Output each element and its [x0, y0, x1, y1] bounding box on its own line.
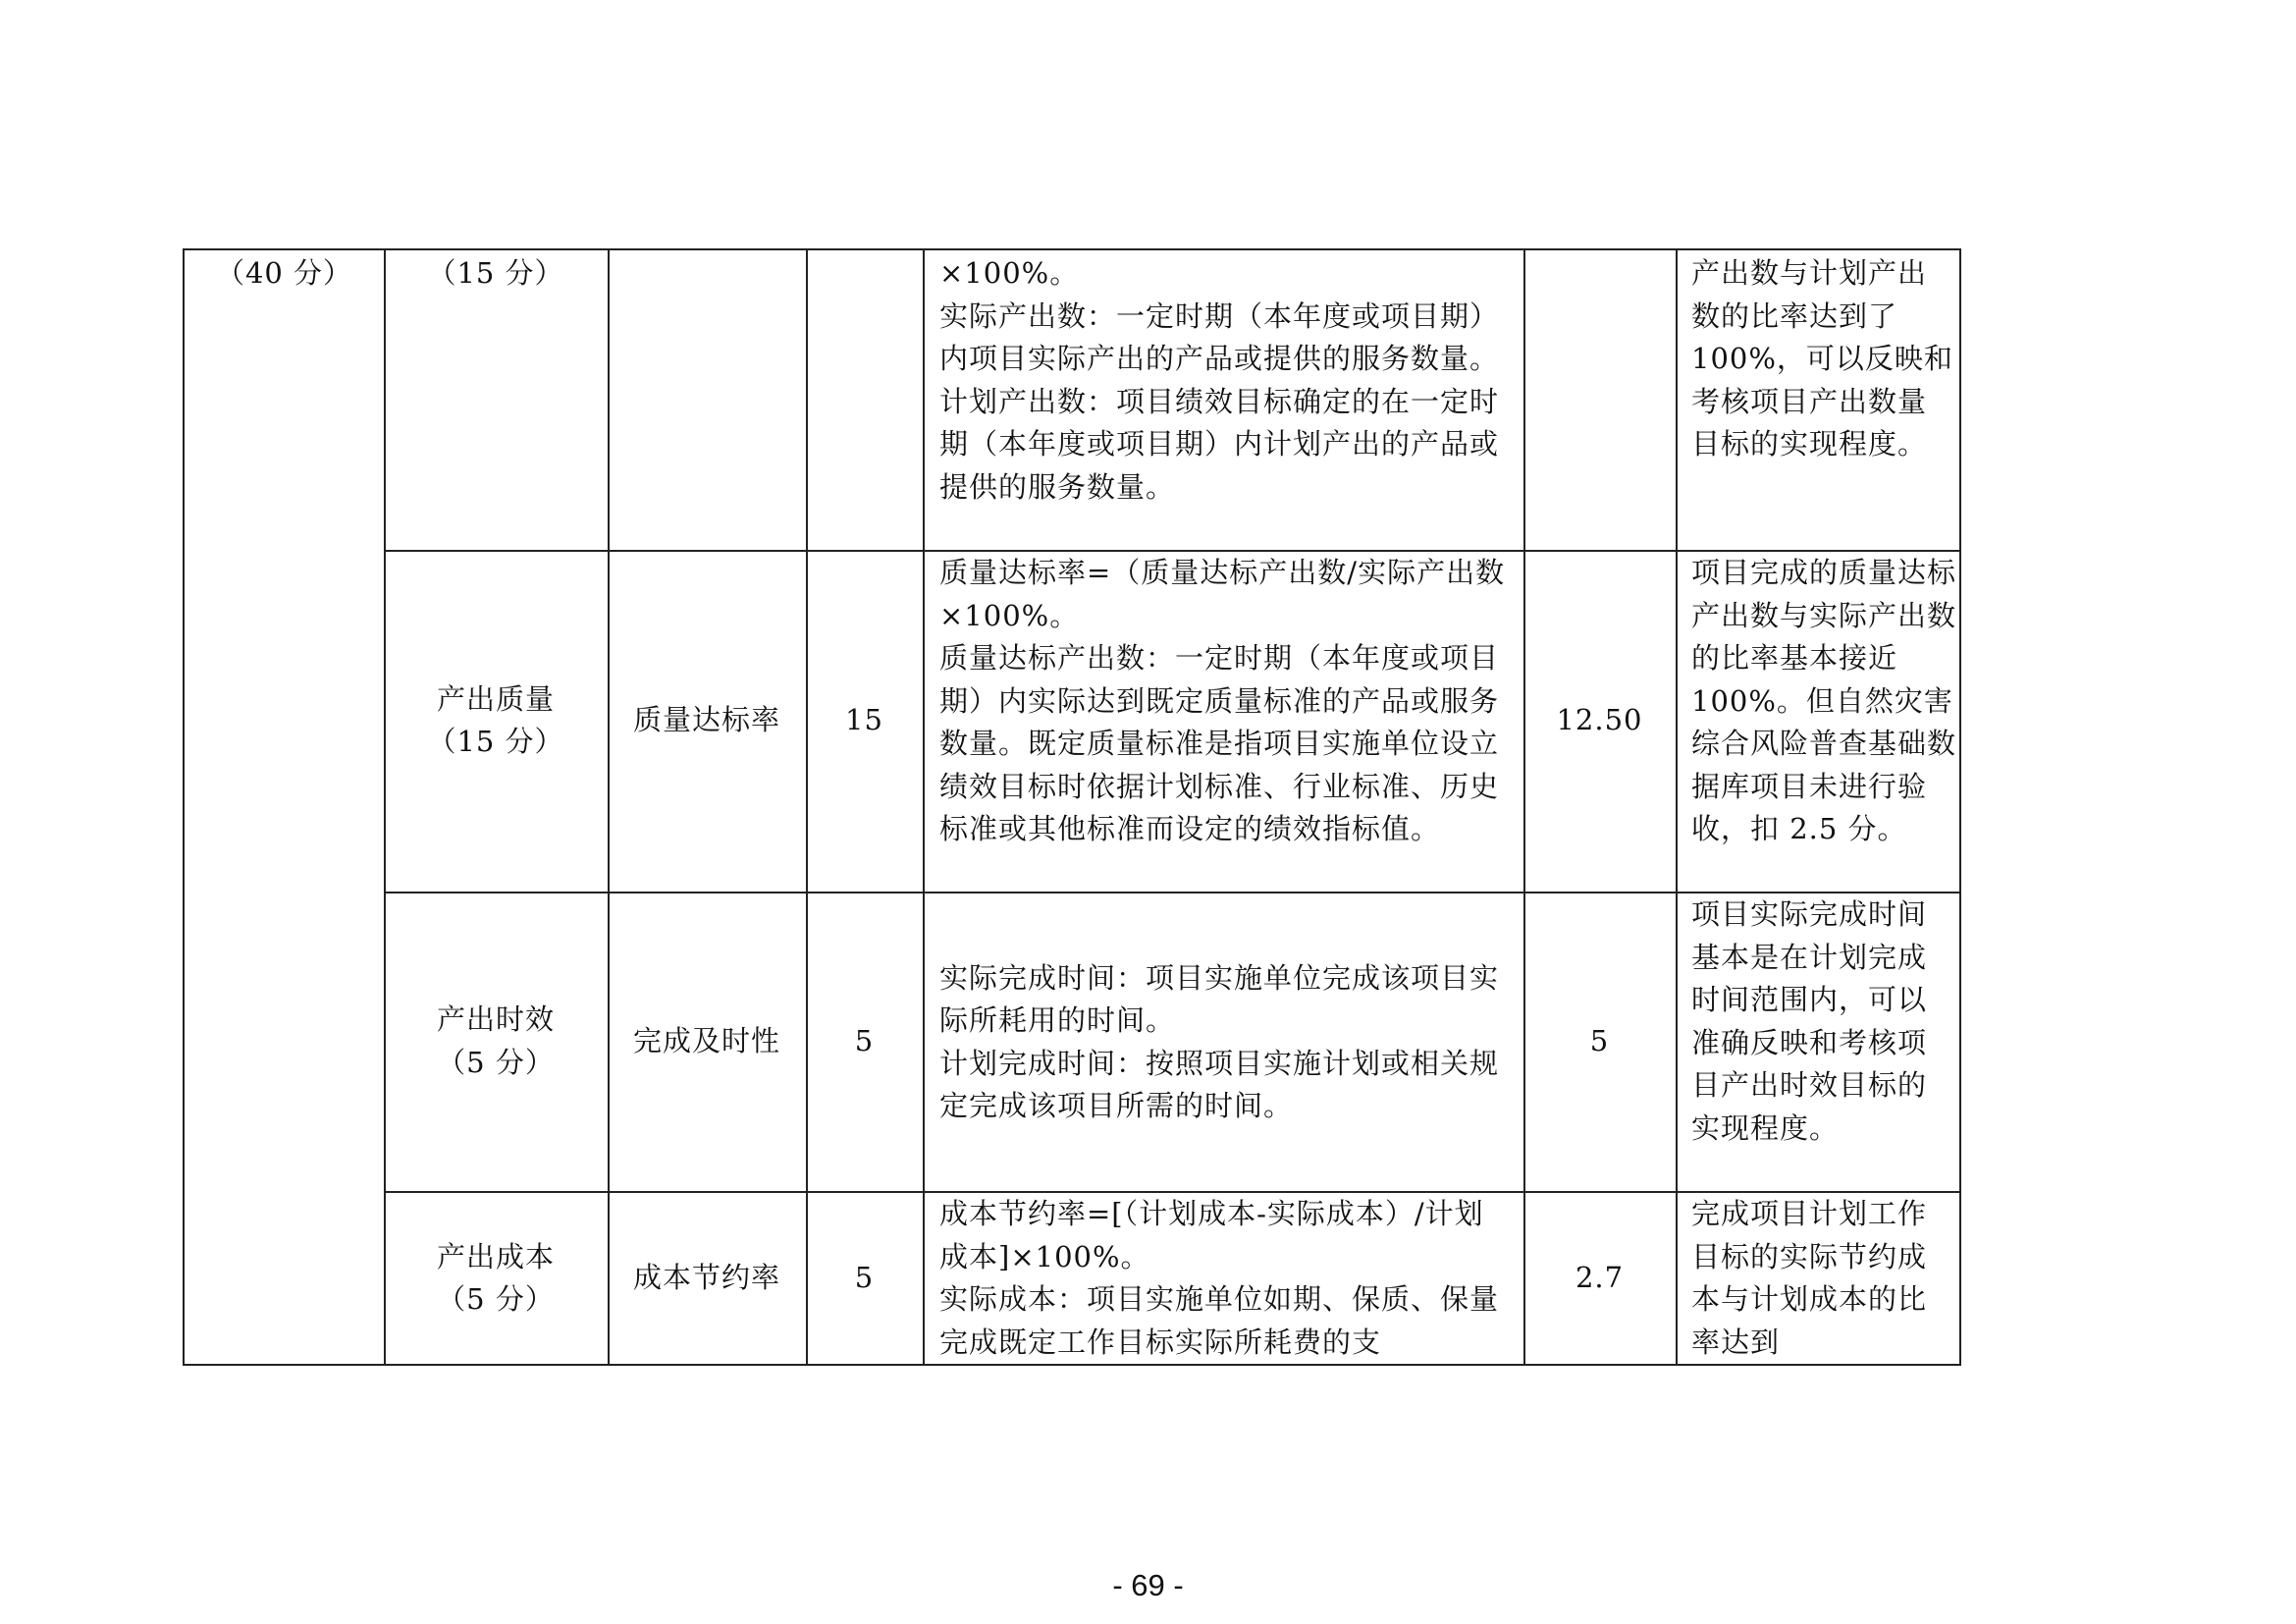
- level3-indicator-cell: 完成及时性: [632, 1023, 780, 1057]
- level2-indicator-cell: 产出时效 （5 分）: [436, 1002, 555, 1079]
- level2-indicator-cell: 产出质量 （15 分）: [427, 681, 564, 758]
- indicator-description-cell: 成本节约率=[（计划成本-实际成本）/计划成本]×100%。 实际成本：项目实施单位如期、保质、保量完成既定工作目标实际所耗费的支: [939, 1197, 1500, 1359]
- page-number: - 69 -: [1112, 1568, 1184, 1602]
- score-remark-cell: 完成项目计划工作目标的实际节约成本与计划成本的比率达到: [1691, 1197, 1928, 1359]
- weight-cell: 5: [854, 1261, 875, 1295]
- level2-indicator-cell: 产出成本 （5 分）: [436, 1239, 555, 1316]
- indicator-description-cell: ×100%。 实际产出数：一定时期（本年度或项目期）内项目实际产出的产品或提供的服务数量。 计划产出数：项目绩效目标确定的在一定时期（本年度或项目期）内计划产出的产品或提供的服务数量。: [939, 256, 1500, 504]
- level2-indicator-cell: （15 分）: [427, 256, 564, 290]
- score-remark-cell: 产出数与计划产出数的比率达到了 100%，可以反映和考核项目产出数量目标的实现程度。: [1691, 256, 1953, 460]
- score-remark-cell: 项目完成的质量达标产出数与实际产出数的比率基本接近 100%。但自然灾害综合风险普查基础数据库项目未进行验收，扣 2.5 分。: [1691, 556, 1957, 845]
- score-cell: 5: [1589, 1023, 1610, 1057]
- weight-cell: 5: [854, 1023, 875, 1057]
- evaluation-table: [183, 248, 1961, 1366]
- level1-indicator-cell: （40 分）: [215, 256, 353, 290]
- indicator-description-cell: [923, 892, 1523, 1191]
- score-remark-cell: 项目实际完成时间基本是在计划完成时间范围内，可以准确反映和考核项目产出时效目标的实现程度。: [1691, 897, 1928, 1145]
- weight-cell: 15: [845, 703, 883, 737]
- score-cell: 12.50: [1556, 703, 1643, 737]
- description-text: 实际完成时间：项目实施单位完成该项目实际所耗用的时间。 计划完成时间：按照项目实施计划或相关规定完成该项目所需的时间。: [939, 960, 1500, 1122]
- indicator-description-cell: 质量达标率=（质量达标产出数/实际产出数×100%。 质量达标产出数：一定时期（本年度或项目期）内实际达到既定质量标准的产品或服务数量。既定质量标准是指项目实施单位设立绩效目标时依据计划标准、行业标准、历史标准或其他标准而设定的绩效指标值。: [939, 556, 1506, 845]
- level3-indicator-cell: 成本节约率: [632, 1261, 780, 1295]
- score-cell: 2.7: [1575, 1261, 1625, 1295]
- level3-indicator-cell: 质量达标率: [632, 703, 780, 737]
